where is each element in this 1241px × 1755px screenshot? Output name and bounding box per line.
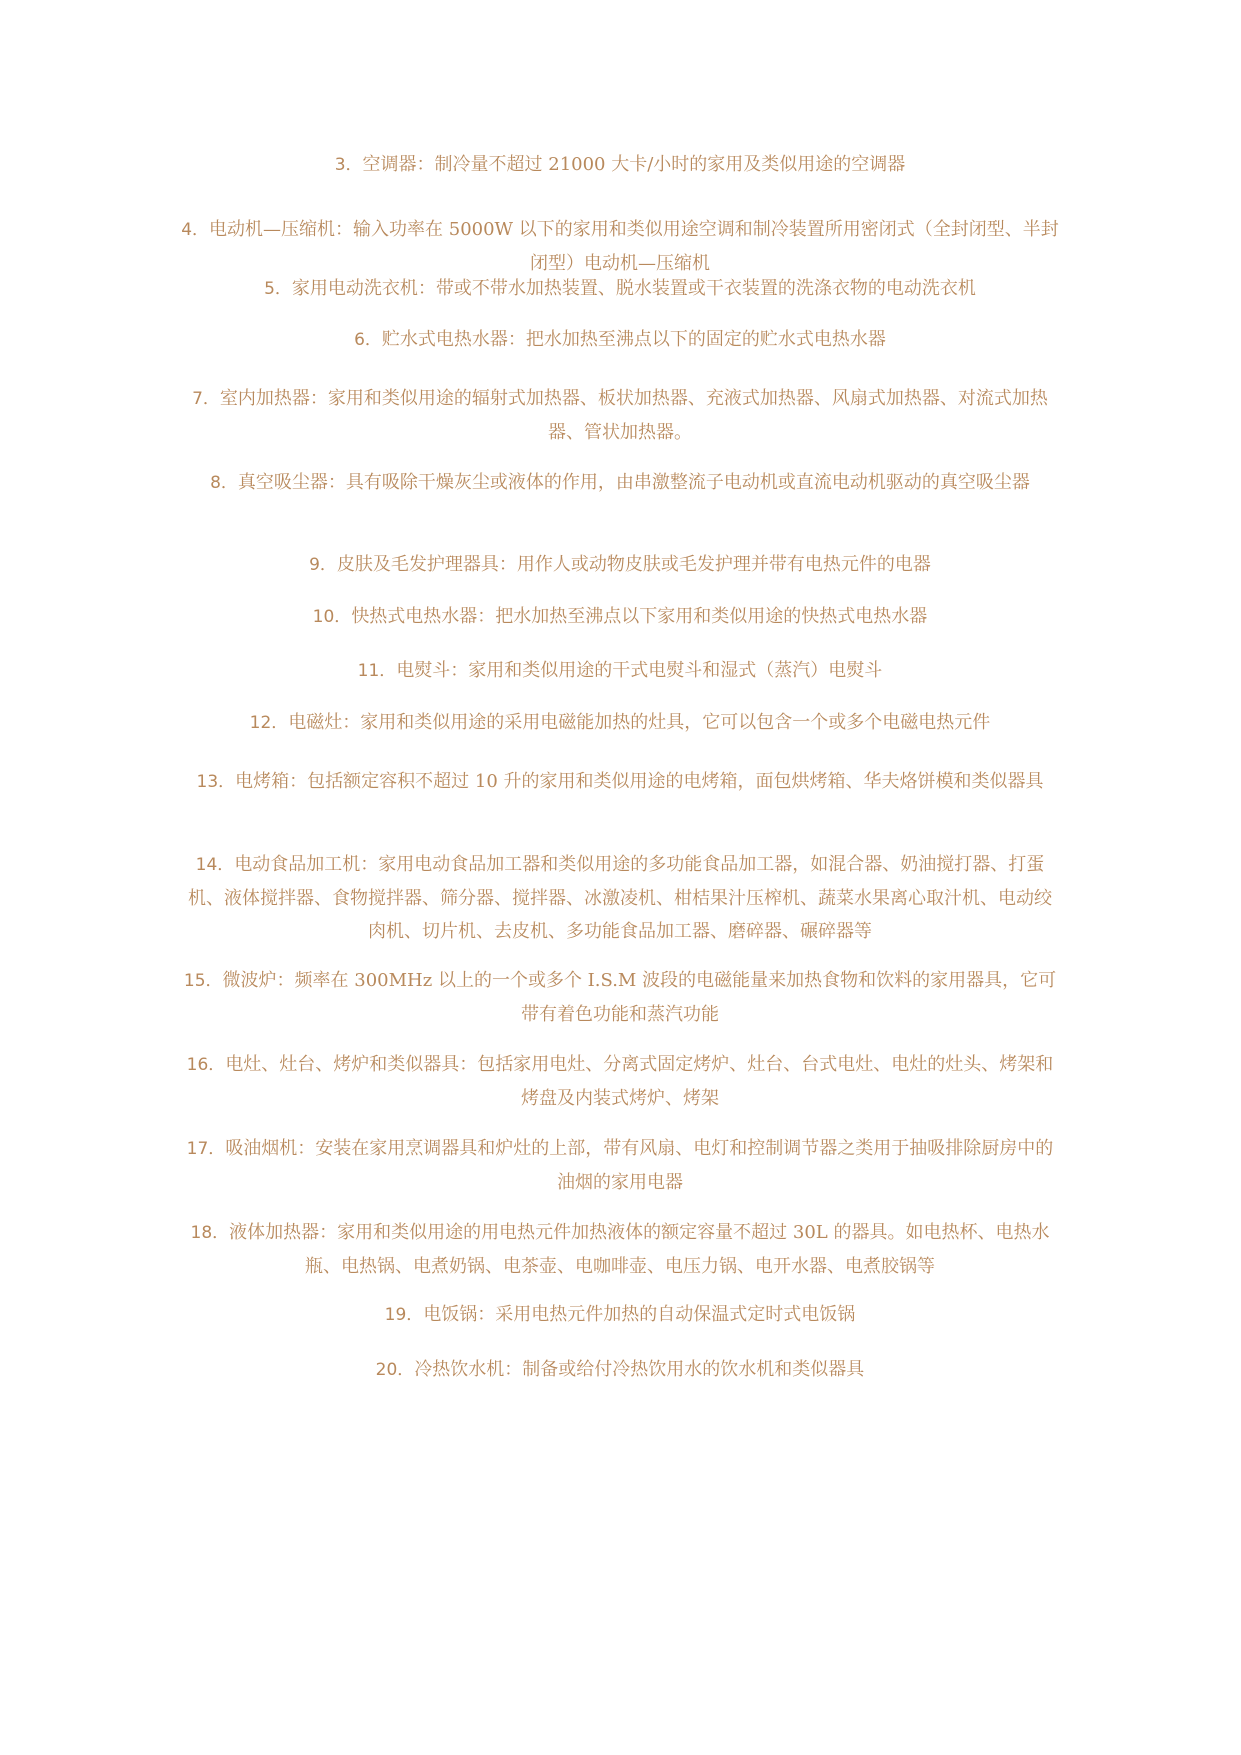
list-item-15: 15．微波炉：频率在 300MHz 以上的一个或多个 I.S.M 波段的电磁能量来加热食物和饮料的家用器具，它可带有着色功能和蒸汽功能: [183, 970, 1057, 1025]
list-item-6: 6．贮水式电热水器：把水加热至沸点以下的固定的贮水式电热水器: [354, 329, 886, 350]
list-item-3: 3．空调器：制冷量不超过 21000 大卡/小时的家用及类似用途的空调器: [334, 154, 906, 175]
list-item-11: 11．电熨斗：家用和类似用途的干式电熨斗和湿式（蒸汽）电熨斗: [357, 660, 883, 681]
list-item-13: 13．电烤箱：包括额定容积不超过 10 升的家用和类似用途的电烤箱，面包烘烤箱、华夫烙饼模和类似器具: [196, 771, 1044, 792]
list-item-16: 16．电灶、灶台、烤炉和类似器具：包括家用电灶、分离式固定烤炉、灶台、台式电灶、电灶的灶头、烤架和烤盘及内装式烤炉、烤架: [186, 1054, 1054, 1109]
list-item-10: 10．快热式电热水器：把水加热至沸点以下家用和类似用途的快热式电热水器: [312, 606, 928, 627]
list-item-14: 14．电动食品加工机：家用电动食品加工器和类似用途的多功能食品加工器，如混合器、奶油搅打器、打蛋机、液体搅拌器、食物搅拌器、筛分器、搅拌器、冰激凌机、柑桔果汁压榨机、蔬菜水果离心取汁机、电动绞肉机、切片机、去皮机、多功能食品加工器、磨碎器、碾碎器等: [188, 854, 1052, 942]
list-item-20: 20．冷热饮水机：制备或给付冷热饮用水的饮水机和类似器具: [375, 1359, 865, 1380]
list-item-12: 12．电磁灶：家用和类似用途的采用电磁能加热的灶具，它可以包含一个或多个电磁电热元件: [249, 712, 991, 733]
list-item-17: 17．吸油烟机：安装在家用烹调器具和炉灶的上部，带有风扇、电灯和控制调节器之类用于抽吸排除厨房中的油烟的家用电器: [186, 1138, 1054, 1193]
list-item-4: 4．电动机—压缩机：输入功率在 5000W 以下的家用和类似用途空调和制冷装置所用密闭式（全封闭型、半封闭型）电动机—压缩机: [181, 219, 1059, 274]
list-item-8: 8．真空吸尘器：具有吸除干燥灰尘或液体的作用，由串激整流子电动机或直流电动机驱动的真空吸尘器: [210, 472, 1030, 493]
list-item-7: 7．室内加热器：家用和类似用途的辐射式加热器、板状加热器、充液式加热器、风扇式加热器、对流式加热器、管状加热器。: [192, 388, 1048, 443]
list-item-18: 18．液体加热器：家用和类似用途的用电热元件加热液体的额定容量不超过 30L 的器具。如电热杯、电热水瓶、电热锅、电煮奶锅、电茶壶、电咖啡壶、电压力锅、电开水器、电煮胶锅等: [190, 1222, 1050, 1277]
list-item-9: 9．皮肤及毛发护理器具：用作人或动物皮肤或毛发护理并带有电热元件的电器: [309, 554, 931, 575]
list-item-5: 5．家用电动洗衣机：带或不带水加热装置、脱水装置或干衣装置的洗涤衣物的电动洗衣机: [264, 278, 976, 299]
list-item-19: 19．电饭锅：采用电热元件加热的自动保温式定时式电饭锅: [384, 1304, 856, 1325]
